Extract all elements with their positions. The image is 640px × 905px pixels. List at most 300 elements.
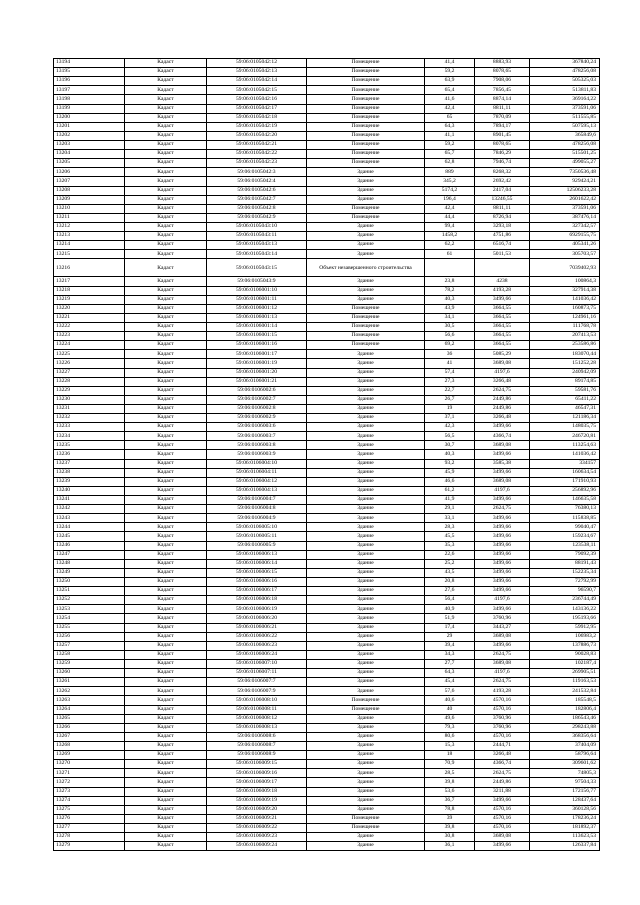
cadastral-number-cell: 59:06:0106001:17 (207, 350, 307, 359)
cadastral-value-cell: 365849,6 (530, 131, 600, 140)
cadastral-number-cell: 59:06:0106007:10 (207, 660, 307, 669)
cadastral-value-cell: 6929155,75 (530, 232, 600, 241)
row-number-cell: 13267 (54, 732, 125, 741)
cadastral-value-cell: 96590,7 (530, 587, 600, 596)
cadastral-value-cell: 128437,64 (530, 796, 600, 805)
cadastral-value-cell: 141036,42 (530, 450, 600, 459)
object-type-cell: Здание (307, 796, 425, 805)
cadastral-number-cell: 59:06:0106008:10 (207, 696, 307, 705)
row-number-cell: 13264 (54, 705, 125, 714)
specific-value-cell: 4197,6 (475, 368, 530, 377)
cadastral-number-cell: 59:06:0106003:7 (207, 432, 307, 441)
object-type-cell: Здание (307, 459, 425, 468)
cadastral-number-cell: 59:06:0106006:23 (207, 641, 307, 650)
table-row (54, 741, 600, 750)
cadastral-value-table (53, 58, 600, 851)
row-number-cell: 13217 (54, 277, 125, 286)
table-row (54, 250, 600, 259)
area-cell: 46,6 (425, 477, 475, 486)
table-row (54, 468, 600, 477)
row-number-cell: 13257 (54, 641, 125, 650)
row-number-cell: 13243 (54, 514, 125, 523)
specific-value-cell: 3689,08 (475, 833, 530, 842)
cadastral-number-cell: 59:06:0106003:9 (207, 450, 307, 459)
row-number-cell: 13212 (54, 222, 125, 231)
type-cell: Кадаст (125, 614, 207, 623)
type-cell: Кадаст (125, 313, 207, 322)
specific-value-cell: 3760,96 (475, 614, 530, 623)
table-row (54, 477, 600, 486)
cadastral-number-cell: 59:06:0105042:14 (207, 77, 307, 86)
row-number-cell: 13196 (54, 77, 125, 86)
table-row (54, 204, 600, 213)
type-cell: Кадаст (125, 395, 207, 404)
object-type-cell: Здание (307, 805, 425, 814)
document-page (53, 58, 599, 851)
cadastral-number-cell: 59:06:0105042:20 (207, 131, 307, 140)
area-cell: 41,1 (425, 131, 475, 140)
table-row (54, 669, 600, 678)
specific-value-cell: 8811,11 (475, 204, 530, 213)
cadastral-value-cell: 143136,22 (530, 605, 600, 614)
area-cell: 19 (425, 404, 475, 413)
cadastral-number-cell: 59:06:0106008:7 (207, 741, 307, 750)
object-type-cell: Помещение (307, 104, 425, 113)
type-cell: Кадаст (125, 432, 207, 441)
area-cell: 22,7 (425, 386, 475, 395)
specific-value-cell: 4238 (475, 277, 530, 286)
area-cell: 36 (425, 350, 475, 359)
cadastral-number-cell: 59:06:0106001:19 (207, 359, 307, 368)
cadastral-number-cell: 59:06:0106009:15 (207, 760, 307, 769)
row-number-cell: 13223 (54, 332, 125, 341)
row-number-cell: 13265 (54, 714, 125, 723)
type-cell: Кадаст (125, 377, 207, 386)
cadastral-value-cell: 90028,83 (530, 650, 600, 659)
cadastral-value-cell: 74805,3 (530, 769, 600, 778)
cadastral-value-cell: 360128,56 (530, 805, 600, 814)
row-number-cell: 13254 (54, 614, 125, 623)
type-cell: Кадаст (125, 660, 207, 669)
object-type-cell: Помещение (307, 95, 425, 104)
specific-value-cell: 4197,6 (475, 486, 530, 495)
cadastral-value-cell: 7039402,93 (530, 259, 600, 277)
object-type-cell: Здание (307, 550, 425, 559)
row-number-cell: 13203 (54, 140, 125, 149)
type-cell: Кадаст (125, 596, 207, 605)
object-type-cell: Здание (307, 559, 425, 568)
area-cell: 29,1 (425, 505, 475, 514)
object-type-cell: Помещение (307, 150, 425, 159)
cadastral-number-cell: 59:06:0106006:18 (207, 596, 307, 605)
cadastral-value-cell: 152235,34 (530, 568, 600, 577)
area-cell: 59,2 (425, 68, 475, 77)
area-cell: 22,6 (425, 550, 475, 559)
cadastral-number-cell: 59:06:0106004:12 (207, 477, 307, 486)
cadastral-number-cell: 59:06:0105042:16 (207, 95, 307, 104)
type-cell: Кадаст (125, 95, 207, 104)
table-row (54, 732, 600, 741)
cadastral-value-cell: 298243,88 (530, 723, 600, 732)
table-row (54, 705, 600, 714)
table-row (54, 122, 600, 131)
area-cell: 56,6 (425, 332, 475, 341)
table-row (54, 650, 600, 659)
specific-value-cell: 4570,16 (475, 696, 530, 705)
row-number-cell: 13255 (54, 623, 125, 632)
area-cell: 42,4 (425, 204, 475, 213)
object-type-cell: Здание (307, 359, 425, 368)
object-type-cell: Здание (307, 486, 425, 495)
cadastral-number-cell: 59:06:0105042:13 (207, 68, 307, 77)
table-row (54, 623, 600, 632)
table-row (54, 350, 600, 359)
area-cell: 61,2 (425, 486, 475, 495)
area-cell: 93,2 (425, 459, 475, 468)
object-type-cell: Здание (307, 232, 425, 241)
cadastral-number-cell: 59:06:0106006:16 (207, 578, 307, 587)
cadastral-number-cell: 59:06:0105043:9 (207, 277, 307, 286)
cadastral-value-cell: 207413,53 (530, 332, 600, 341)
specific-value-cell: 2444,71 (475, 741, 530, 750)
specific-value-cell: 4366,74 (475, 760, 530, 769)
table-row (54, 559, 600, 568)
table-row (54, 195, 600, 204)
cadastral-number-cell: 59:06:0105043:13 (207, 241, 307, 250)
cadastral-number-cell: 59:06:0105043:11 (207, 232, 307, 241)
area-cell: 49,6 (425, 714, 475, 723)
cadastral-value-cell: 240942,09 (530, 368, 600, 377)
object-type-cell: Здание (307, 386, 425, 395)
area-cell: 51,9 (425, 614, 475, 623)
row-number-cell: 13234 (54, 432, 125, 441)
table-row (54, 632, 600, 641)
area-cell: 78,8 (425, 805, 475, 814)
table-row (54, 359, 600, 368)
object-type-cell: Здание (307, 368, 425, 377)
cadastral-value-cell: 79092,39 (530, 550, 600, 559)
cadastral-number-cell: 59:06:0106009:21 (207, 814, 307, 823)
area-cell: 41,9 (425, 496, 475, 505)
row-number-cell: 13213 (54, 232, 125, 241)
cadastral-value-cell: 171910,93 (530, 477, 600, 486)
object-type-cell: Здание (307, 168, 425, 177)
area-cell: 41,6 (425, 95, 475, 104)
area-cell: 17,4 (425, 623, 475, 632)
area-cell: 29 (425, 632, 475, 641)
cadastral-number-cell: 59:06:0106005:10 (207, 523, 307, 532)
type-cell: Кадаст (125, 714, 207, 723)
object-type-cell: Здание (307, 414, 425, 423)
cadastral-value-cell: 2601622,42 (530, 195, 600, 204)
object-type-cell: Помещение (307, 814, 425, 823)
cadastral-number-cell: 59:06:0106006:21 (207, 623, 307, 632)
table-row (54, 805, 600, 814)
area-cell: 40,6 (425, 696, 475, 705)
cadastral-value-cell: 368356,64 (530, 732, 600, 741)
specific-value-cell: 3293,18 (475, 222, 530, 231)
object-type-cell: Помещение (307, 322, 425, 331)
cadastral-number-cell: 59:06:0105042:9 (207, 213, 307, 222)
cadastral-value-cell: 387476,14 (530, 213, 600, 222)
object-type-cell: Здание (307, 222, 425, 231)
specific-value-cell: 8901,45 (475, 131, 530, 140)
specific-value-cell: 2692,42 (475, 177, 530, 186)
table-row (54, 277, 600, 286)
type-cell: Кадаст (125, 404, 207, 413)
specific-value-cell: 3664,55 (475, 304, 530, 313)
row-number-cell: 13233 (54, 423, 125, 432)
object-type-cell: Здание (307, 177, 425, 186)
cadastral-value-cell: 159234,67 (530, 532, 600, 541)
area-cell: 40,9 (425, 605, 475, 614)
area-cell: 70,9 (425, 760, 475, 769)
object-type-cell: Здание (307, 186, 425, 195)
row-number-cell: 13214 (54, 241, 125, 250)
object-type-cell: Здание (307, 578, 425, 587)
area-cell: 15,3 (425, 741, 475, 750)
area-cell: 79,3 (425, 723, 475, 732)
type-cell: Кадаст (125, 477, 207, 486)
row-number-cell: 13241 (54, 496, 125, 505)
row-number-cell: 13245 (54, 532, 125, 541)
cadastral-number-cell: 59:06:0106001:20 (207, 368, 307, 377)
cadastral-value-cell: 59912,95 (530, 623, 600, 632)
table-row (54, 578, 600, 587)
row-number-cell: 13256 (54, 632, 125, 641)
object-type-cell: Здание (307, 523, 425, 532)
cadastral-value-cell: 151252,28 (530, 359, 600, 368)
specific-value-cell: 7856,45 (475, 86, 530, 95)
cadastral-number-cell: 59:06:0106007:9 (207, 687, 307, 696)
area-cell: 43,9 (425, 304, 475, 313)
cadastral-value-cell: 137886,73 (530, 641, 600, 650)
cadastral-value-cell: 305703,57 (530, 250, 600, 259)
object-type-cell: Помещение (307, 332, 425, 341)
type-cell: Кадаст (125, 77, 207, 86)
object-type-cell: Здание (307, 423, 425, 432)
specific-value-cell: 2624,75 (475, 769, 530, 778)
specific-value-cell: 8726,94 (475, 213, 530, 222)
object-type-cell: Здание (307, 532, 425, 541)
area-cell: 39,8 (425, 823, 475, 832)
row-number-cell: 13274 (54, 796, 125, 805)
object-type-cell: Здание (307, 605, 425, 614)
cadastral-value-cell: 256892,96 (530, 486, 600, 495)
type-cell: Кадаст (125, 532, 207, 541)
cadastral-number-cell: 59:06:0106009:19 (207, 796, 307, 805)
row-number-cell: 13194 (54, 59, 125, 68)
specific-value-cell: 3443,27 (475, 623, 530, 632)
type-cell: Кадаст (125, 505, 207, 514)
specific-value-cell: 3585,38 (475, 459, 530, 468)
area-cell: 56,4 (425, 596, 475, 605)
row-number-cell: 13215 (54, 250, 125, 259)
specific-value-cell: 3689,08 (475, 441, 530, 450)
specific-value-cell: 3266,48 (475, 414, 530, 423)
specific-value-cell: 2624,75 (475, 386, 530, 395)
cadastral-value-cell: 478256,08 (530, 68, 600, 77)
cadastral-value-cell: 160873,75 (530, 304, 600, 313)
cadastral-value-cell: 181892,37 (530, 823, 600, 832)
object-type-cell: Здание (307, 723, 425, 732)
specific-value-cell: 5085,29 (475, 350, 530, 359)
row-number-cell: 13216 (54, 259, 125, 277)
table-row (54, 213, 600, 222)
object-type-cell: Здание (307, 450, 425, 459)
row-number-cell: 13226 (54, 359, 125, 368)
area-cell: 196,4 (425, 195, 475, 204)
row-number-cell: 13236 (54, 450, 125, 459)
object-type-cell: Здание (307, 541, 425, 550)
specific-value-cell: 3499,66 (475, 842, 530, 851)
row-number-cell: 13207 (54, 177, 125, 186)
cadastral-number-cell: 59:06:0106003:8 (207, 441, 307, 450)
object-type-cell: Здание (307, 687, 425, 696)
area-cell: 28,3 (425, 523, 475, 532)
object-type-cell: Здание (307, 241, 425, 250)
cadastral-number-cell: 59:06:0106001:10 (207, 286, 307, 295)
table-row (54, 95, 600, 104)
cadastral-value-cell: 373591,06 (530, 204, 600, 213)
specific-value-cell: 2624,75 (475, 505, 530, 514)
cadastral-number-cell: 59:06:0106006:20 (207, 614, 307, 623)
cadastral-number-cell: 59:06:0106009:20 (207, 805, 307, 814)
cadastral-number-cell: 59:06:0106004:8 (207, 505, 307, 514)
cadastral-value-cell: 113254,63 (530, 441, 600, 450)
cadastral-number-cell: 59:06:0106005:11 (207, 532, 307, 541)
table-row (54, 678, 600, 687)
row-number-cell: 13270 (54, 760, 125, 769)
object-type-cell: Здание (307, 614, 425, 623)
table-body (54, 59, 600, 851)
type-cell: Кадаст (125, 687, 207, 696)
cadastral-value-cell: 58796,64 (530, 751, 600, 760)
cadastral-value-cell: 929424,21 (530, 177, 600, 186)
object-type-cell: Здание (307, 395, 425, 404)
area-cell: 40,3 (425, 450, 475, 459)
cadastral-value-cell: 367840,24 (530, 59, 600, 68)
table-row (54, 450, 600, 459)
type-cell: Кадаст (125, 332, 207, 341)
area-cell: 56,5 (425, 432, 475, 441)
cadastral-number-cell: 59:06:0106001:14 (207, 322, 307, 331)
row-number-cell: 13271 (54, 769, 125, 778)
row-number-cell: 13268 (54, 741, 125, 750)
row-number-cell: 13235 (54, 441, 125, 450)
row-number-cell: 13208 (54, 186, 125, 195)
cadastral-value-cell: 373591,06 (530, 104, 600, 113)
area-cell: 36,1 (425, 842, 475, 851)
row-number-cell: 13219 (54, 295, 125, 304)
type-cell: Кадаст (125, 341, 207, 350)
area-cell: 37,1 (425, 414, 475, 423)
type-cell: Кадаст (125, 414, 207, 423)
type-cell: Кадаст (125, 222, 207, 231)
row-number-cell: 13272 (54, 778, 125, 787)
object-type-cell: Здание (307, 769, 425, 778)
object-type-cell: Помещение (307, 696, 425, 705)
cadastral-number-cell: 59:06:0106008:12 (207, 714, 307, 723)
type-cell: Кадаст (125, 568, 207, 577)
table-row (54, 232, 600, 241)
table-row (54, 814, 600, 823)
area-cell: 45,4 (425, 678, 475, 687)
specific-value-cell: 3760,96 (475, 714, 530, 723)
cadastral-number-cell: 59:06:0106007:7 (207, 678, 307, 687)
object-type-cell: Помещение (307, 705, 425, 714)
row-number-cell: 13258 (54, 650, 125, 659)
specific-value-cell: 8268,32 (475, 168, 530, 177)
cadastral-number-cell: 59:06:0105042:15 (207, 86, 307, 95)
cadastral-value-cell: 160634,54 (530, 468, 600, 477)
object-type-cell: Объект незавершенного строительства (307, 259, 425, 277)
specific-value-cell: 8811,11 (475, 104, 530, 113)
type-cell: Кадаст (125, 696, 207, 705)
type-cell: Кадаст (125, 113, 207, 122)
row-number-cell: 13218 (54, 286, 125, 295)
cadastral-number-cell: 59:06:0106007:11 (207, 669, 307, 678)
area-cell: 45,5 (425, 532, 475, 541)
type-cell: Кадаст (125, 368, 207, 377)
table-row (54, 68, 600, 77)
type-cell: Кадаст (125, 386, 207, 395)
area-cell: 78,2 (425, 286, 475, 295)
type-cell: Кадаст (125, 195, 207, 204)
object-type-cell: Помещение (307, 304, 425, 313)
specific-value-cell: 3499,66 (475, 578, 530, 587)
object-type-cell: Здание (307, 623, 425, 632)
cadastral-value-cell: 172156,77 (530, 787, 600, 796)
area-cell: 28,5 (425, 769, 475, 778)
type-cell: Кадаст (125, 751, 207, 760)
specific-value-cell: 4366,74 (475, 432, 530, 441)
type-cell: Кадаст (125, 760, 207, 769)
area-cell: 65,7 (425, 150, 475, 159)
object-type-cell: Здание (307, 404, 425, 413)
object-type-cell: Здание (307, 760, 425, 769)
table-row (54, 322, 600, 331)
type-cell: Кадаст (125, 450, 207, 459)
table-row (54, 605, 600, 614)
cadastral-number-cell: 59:06:0106002:6 (207, 386, 307, 395)
row-number-cell: 13204 (54, 150, 125, 159)
area-cell: 64,3 (425, 122, 475, 131)
table-row (54, 332, 600, 341)
specific-value-cell: 4193,28 (475, 286, 530, 295)
area-cell: 26,7 (425, 395, 475, 404)
cadastral-number-cell: 59:06:0106004:9 (207, 514, 307, 523)
cadastral-value-cell: 507595,13 (530, 122, 600, 131)
type-cell: Кадаст (125, 641, 207, 650)
type-cell: Кадаст (125, 669, 207, 678)
type-cell: Кадаст (125, 213, 207, 222)
row-number-cell: 13231 (54, 404, 125, 413)
type-cell: Кадаст (125, 468, 207, 477)
area-cell: 57,4 (425, 368, 475, 377)
cadastral-number-cell: 59:06:0106009:23 (207, 833, 307, 842)
row-number-cell: 13269 (54, 751, 125, 760)
row-number-cell: 13279 (54, 842, 125, 851)
row-number-cell: 13199 (54, 104, 125, 113)
row-number-cell: 13222 (54, 322, 125, 331)
object-type-cell: Здание (307, 587, 425, 596)
object-type-cell: Здание (307, 477, 425, 486)
area-cell: 63,9 (425, 77, 475, 86)
table-row (54, 532, 600, 541)
cadastral-value-cell: 106983,2 (530, 632, 600, 641)
type-cell: Кадаст (125, 159, 207, 168)
